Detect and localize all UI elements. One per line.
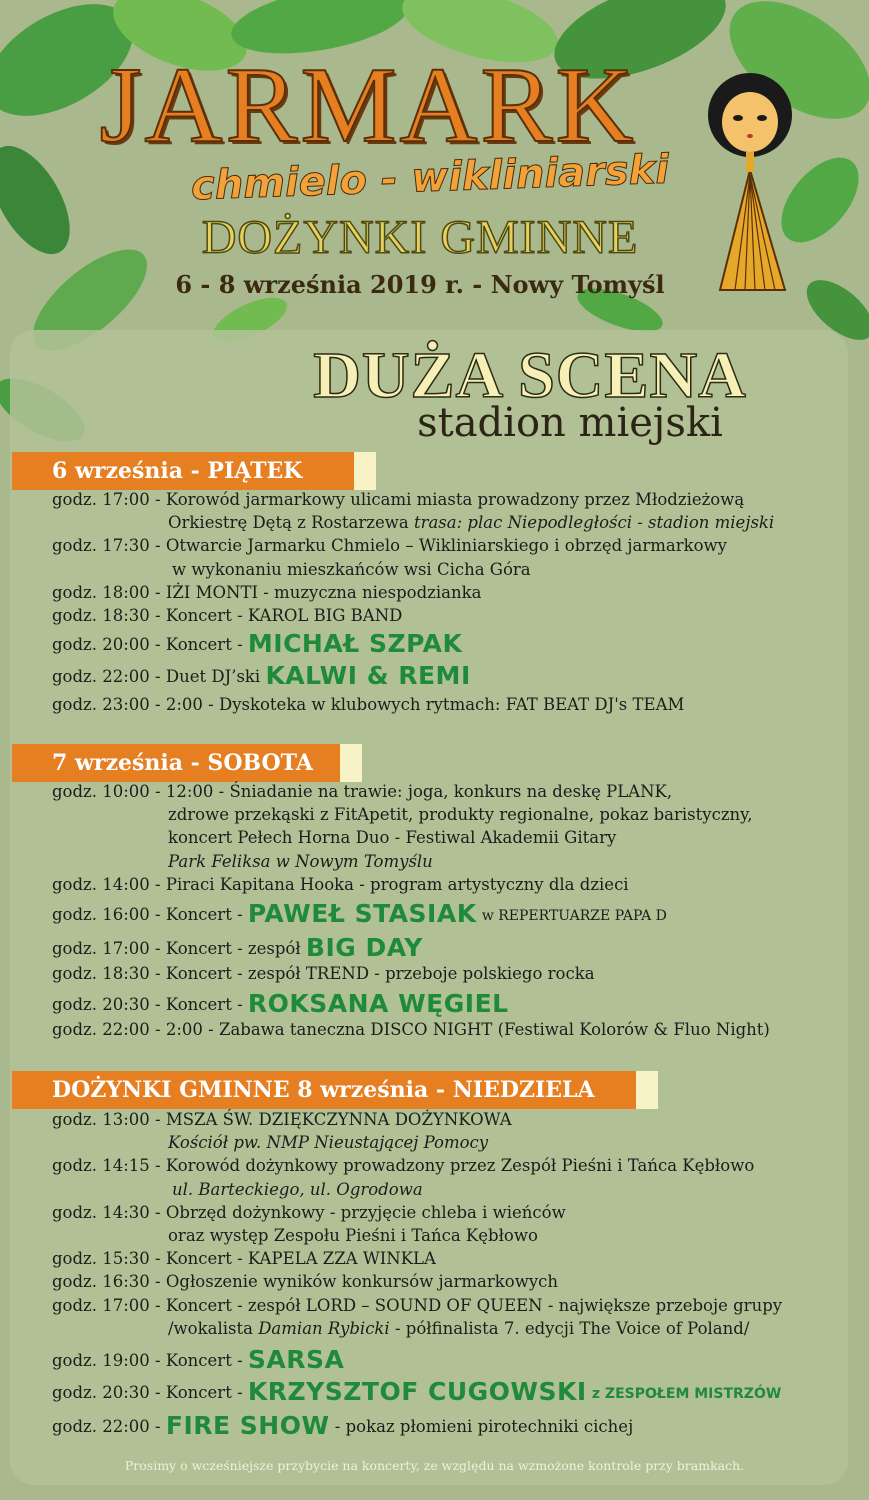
schedule-line: oraz występ Zespołu Pieśni i Tańca Kębłowo bbox=[168, 1226, 538, 1246]
schedule-line: godz. 14:15 - Korowód dożynkowy prowadzony przez Zespół Pieśni i Tańca Kębłowo bbox=[52, 1156, 755, 1176]
event-name: DOŻYNKI GMINNE bbox=[201, 211, 639, 264]
schedule-line: godz. 17:00 - Koncert - zespół BIG DAY bbox=[52, 933, 423, 963]
poster-subtitle: chmielo - wikliniarski bbox=[190, 146, 670, 210]
day-schedule-saturday bbox=[52, 780, 770, 1041]
schedule-line: godz. 22:00 - 2:00 - Zabawa taneczna DISCO NIGHT (Festiwal Kolorów & Fluo Night) bbox=[52, 1019, 770, 1039]
schedule-line: godz. 18:00 - IŻI MONTI - muzyczna niespodzianka bbox=[52, 582, 482, 602]
headliner-name: MICHAŁ SZPAK bbox=[247, 629, 463, 659]
schedule-line: godz. 20:30 - Koncert - KRZYSZTOF CUGOWSKI z ZESPOŁEM MISTRZÓW bbox=[52, 1377, 782, 1407]
schedule-line: godz. 23:00 - 2:00 - Dyskoteka w klubowych rytmach: FAT BEAT DJ's TEAM bbox=[52, 694, 685, 714]
stage-title: DUŻA SCENA bbox=[313, 339, 747, 412]
headliner-name: ROKSANA WĘGIEL bbox=[247, 988, 509, 1018]
headliner-name: PAWEŁ STASIAK bbox=[247, 899, 477, 929]
schedule-line: Park Feliksa w Nowym Tomyślu bbox=[168, 851, 433, 871]
poster-title: JARMARK bbox=[99, 46, 637, 165]
schedule-line: godz. 15:30 - Koncert - KAPELA ZZA WINKLA bbox=[52, 1249, 436, 1269]
day-schedule-sunday bbox=[52, 1108, 782, 1439]
schedule-line: godz. 17:30 - Otwarcie Jarmarku Chmielo – Wikliniarskiego i obrzęd jarmarkowy bbox=[52, 536, 727, 556]
schedule-line: godz. 14:00 - Piraci Kapitana Hooka - program artystyczny dla dzieci bbox=[52, 874, 629, 894]
event-dates: 6 - 8 września 2019 r. - Nowy Tomyśl bbox=[175, 270, 665, 299]
schedule-line: godz. 17:00 - Korowód jarmarkowy ulicami miasta prowadzony przez Młodzieżową bbox=[52, 490, 745, 509]
stage-venue: stadion miejski bbox=[417, 400, 723, 446]
schedule-line: godz. 18:30 - Koncert - KAROL BIG BAND bbox=[52, 606, 403, 626]
schedule-line: godz. 16:00 - Koncert - PAWEŁ STASIAK w REPERTUARZE PAPA D bbox=[52, 899, 667, 929]
schedule-line: godz. 10:00 - 12:00 - Śniadanie na trawie: joga, konkurs na deskę PLANK, bbox=[52, 782, 673, 801]
schedule-line: godz. 22:00 - Duet DJ’ski KALWI & REMI bbox=[52, 661, 471, 691]
schedule-line: w wykonaniu mieszkańców wsi Cicha Góra bbox=[172, 559, 531, 579]
headliner-name: BIG DAY bbox=[305, 933, 423, 963]
schedule-line: Kościół pw. NMP Nieustającej Pomocy bbox=[168, 1133, 489, 1153]
footer-note: Prosimy o wcześniejsze przybycie na koncerty, ze względu na wzmożone kontrole przy bramkach. bbox=[124, 1458, 745, 1473]
headliner-name: KALWI & REMI bbox=[265, 661, 471, 691]
day-label-friday: 6 września - PIĄTEK bbox=[12, 452, 376, 490]
schedule-line: koncert Pełech Horna Duo - Festiwal Akademii Gitary bbox=[168, 828, 617, 848]
schedule-line: Orkiestrę Dętą z Rostarzewa trasa: plac Niepodległości - stadion miejski bbox=[168, 513, 775, 533]
schedule-line: godz. 16:30 - Ogłoszenie wyników konkursów jarmarkowych bbox=[52, 1272, 559, 1292]
day-schedule-friday bbox=[52, 488, 774, 716]
schedule-line: zdrowe przekąski z FitApetit, produkty regionalne, pokaz baristyczny, bbox=[168, 805, 753, 825]
day-label-saturday: 7 września - SOBOTA bbox=[12, 744, 362, 782]
day-label-sunday: DOŻYNKI GMINNE 8 września - NIEDZIELA bbox=[12, 1071, 658, 1109]
schedule-line: godz. 14:30 - Obrzęd dożynkowy - przyjęcie chleba i wieńców bbox=[52, 1202, 566, 1222]
schedule-line: godz. 20:00 - Koncert - MICHAŁ SZPAK bbox=[52, 629, 463, 659]
schedule-line: godz. 19:00 - Koncert - SARSA bbox=[52, 1345, 345, 1375]
schedule-line: godz. 20:30 - Koncert - ROKSANA WĘGIEL bbox=[52, 988, 509, 1018]
schedule-line: /wokalista Damian Rybicki - półfinalista 7. edycji The Voice of Poland/ bbox=[168, 1318, 750, 1338]
headliner-name: KRZYSZTOF CUGOWSKI bbox=[247, 1377, 587, 1407]
schedule-line: godz. 18:30 - Koncert - zespół TREND - przeboje polskiego rocka bbox=[52, 964, 595, 984]
schedule-line: godz. 17:00 - Koncert - zespół LORD – SOUND OF QUEEN - największe przeboje grupy bbox=[52, 1295, 783, 1315]
headliner-name: FIRE SHOW bbox=[165, 1411, 330, 1441]
schedule-line: godz. 22:00 - FIRE SHOW - pokaz płomieni pirotechniki cichej bbox=[52, 1411, 634, 1441]
schedule-line: godz. 13:00 - MSZA ŚW. DZIĘKCZYNNA DOŻYNKOWA bbox=[52, 1110, 512, 1129]
headliner-name: SARSA bbox=[247, 1345, 345, 1375]
schedule-line: ul. Barteckiego, ul. Ogrodowa bbox=[172, 1179, 423, 1199]
